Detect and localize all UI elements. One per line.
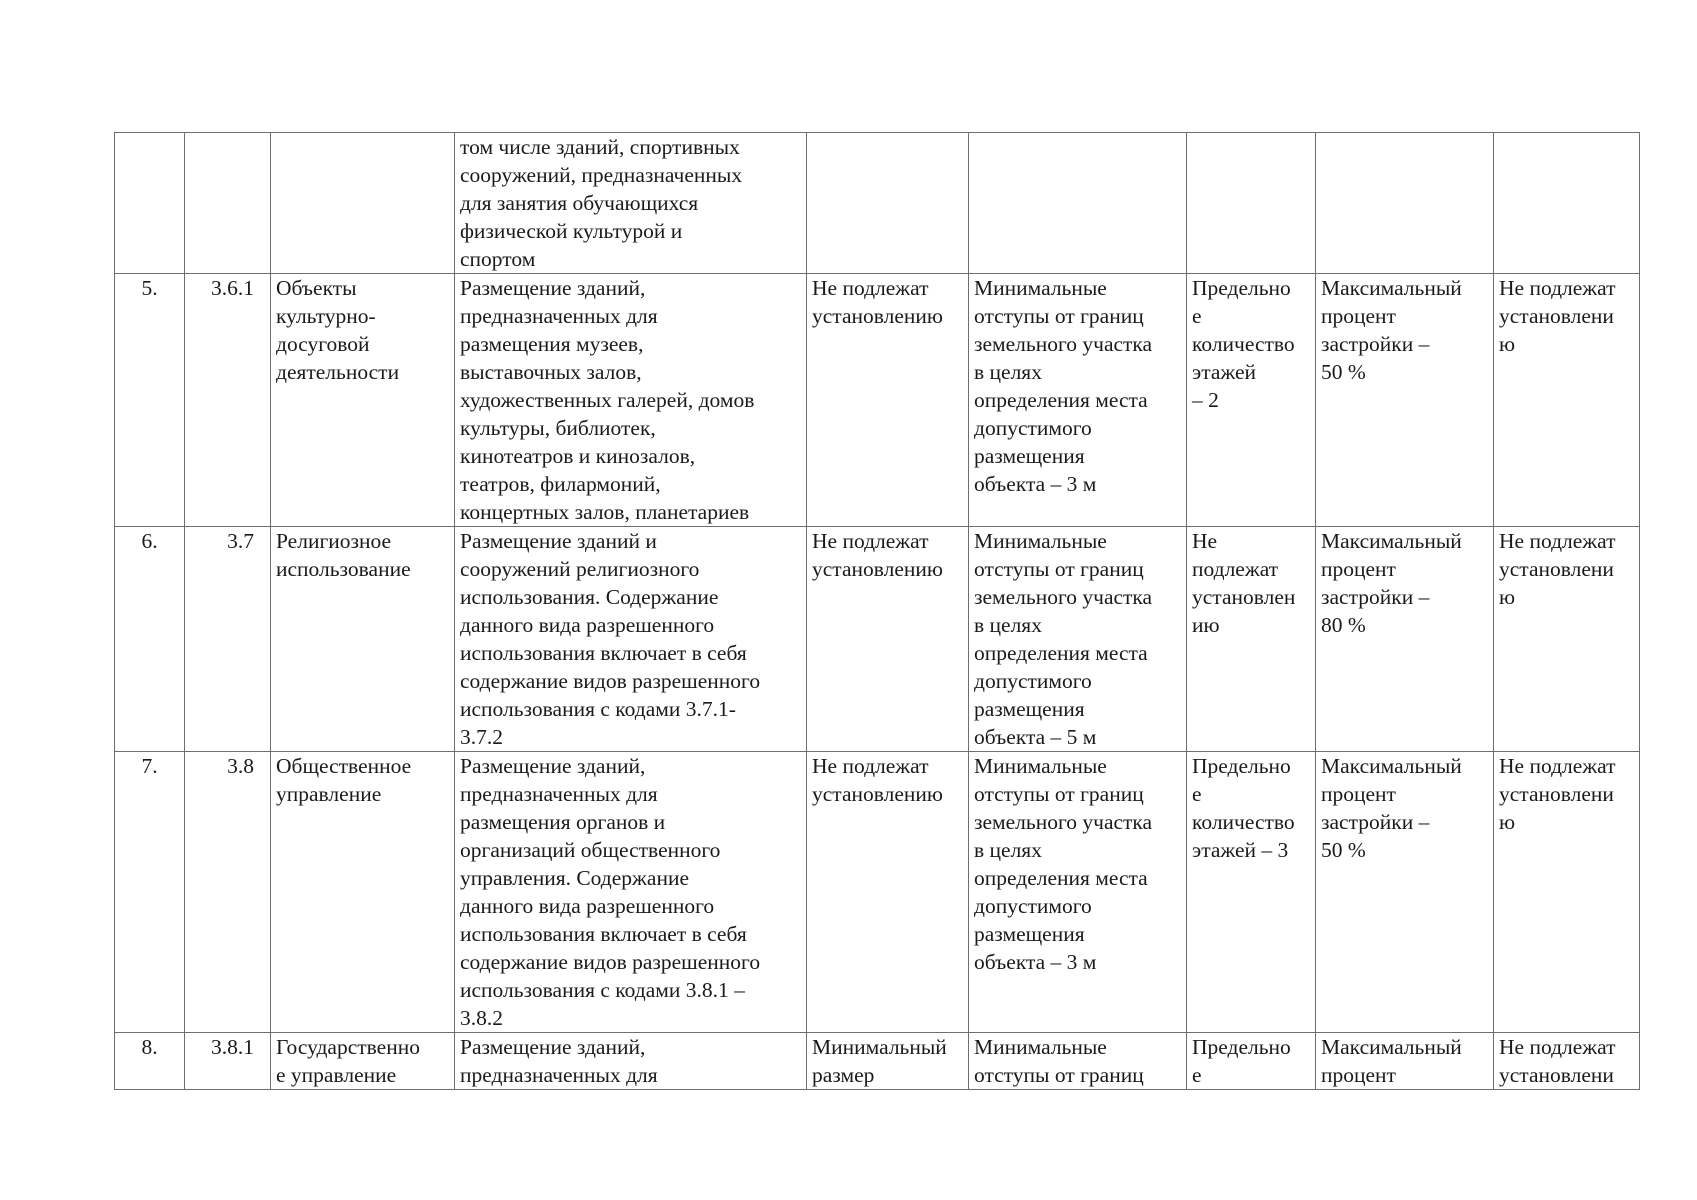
other-params-cell [1494, 752, 1640, 1033]
floors-text: Предельно е [1192, 1035, 1291, 1087]
zoning-regulations-table [114, 132, 1640, 1090]
setbacks-text: Минимальные отступы от границ земельного участка в целях определения места допустимого размещения объекта – 5 м [974, 529, 1153, 749]
plot-size-cell [807, 274, 969, 527]
code-cell [185, 133, 271, 274]
floors-text: Предельно е количество этажей – 2 [1192, 276, 1295, 412]
other-params-text: Не подлежат установлени [1499, 1035, 1616, 1087]
setbacks-text: Минимальные отступы от границ земельного участка в целях определения места допустимого размещения объекта – 3 м [974, 754, 1153, 974]
use-name: Государственно е управление [276, 1035, 420, 1087]
floors-cell [1187, 133, 1316, 274]
floors-text: Не подлежат установлен ию [1192, 529, 1296, 637]
coverage-cell [1316, 1033, 1494, 1090]
table-row [115, 527, 1640, 752]
plot-size-text: Минимальный размер [812, 1035, 947, 1087]
coverage-cell [1316, 274, 1494, 527]
setbacks-cell [969, 527, 1187, 752]
floors-text: Предельно е количество этажей – 3 [1192, 754, 1295, 862]
use-code: 3.7 [227, 529, 254, 553]
name-cell [271, 274, 455, 527]
other-params-text: Не подлежат установлени ю [1499, 529, 1616, 609]
table-row [115, 133, 1640, 274]
use-description: том числе зданий, спортивных сооружений, предназначенных для занятия обучающихся физической культурой и спортом [460, 135, 743, 271]
use-description: Размещение зданий, предназначенных для размещения музеев, выставочных залов, художественных галерей, домов культуры, библиотек, кинотеатров и кинозалов, театров, филармоний, концертных залов, планетариев [460, 276, 755, 524]
table-row [115, 1033, 1640, 1090]
use-description: Размещение зданий, предназначенных для [460, 1035, 658, 1087]
other-params-cell [1494, 1033, 1640, 1090]
plot-size-text: Не подлежат установлению [812, 529, 943, 581]
coverage-text: Максимальный процент застройки – 80 % [1321, 529, 1462, 637]
row-number-cell [115, 274, 185, 527]
coverage-cell [1316, 527, 1494, 752]
coverage-text: Максимальный процент застройки – 50 % [1321, 754, 1462, 862]
table-row [115, 752, 1640, 1033]
setbacks-cell [969, 752, 1187, 1033]
floors-cell [1187, 1033, 1316, 1090]
coverage-cell [1316, 133, 1494, 274]
other-params-text: Не подлежат установлени ю [1499, 276, 1616, 356]
plot-size-cell [807, 752, 969, 1033]
row-number-cell [115, 752, 185, 1033]
name-cell [271, 133, 455, 274]
row-number-cell [115, 1033, 185, 1090]
use-code: 3.8.1 [211, 1035, 254, 1059]
setbacks-cell [969, 1033, 1187, 1090]
other-params-text: Не подлежат установлени ю [1499, 754, 1616, 834]
name-cell [271, 1033, 455, 1090]
floors-cell [1187, 527, 1316, 752]
coverage-text: Максимальный процент застройки – 50 % [1321, 276, 1462, 384]
name-cell [271, 527, 455, 752]
row-number: 6. [141, 529, 158, 553]
description-cell [455, 1033, 807, 1090]
use-name: Объекты культурно- досуговой деятельности [276, 276, 400, 384]
use-code: 3.6.1 [211, 276, 254, 300]
row-number: 8. [141, 1035, 158, 1059]
row-number: 5. [141, 276, 158, 300]
use-description: Размещение зданий, предназначенных для размещения органов и организаций общественного управления. Содержание данного вида разрешенного использования включает в себя содержание видов разрешенного использования с кодами 3.8.1 – 3.8.2 [460, 754, 761, 1030]
use-name: Общественное управление [276, 754, 412, 806]
table-row [115, 274, 1640, 527]
setbacks-text: Минимальные отступы от границ земельного участка в целях определения места допустимого размещения объекта – 3 м [974, 276, 1153, 496]
description-cell [455, 133, 807, 274]
use-code: 3.8 [227, 754, 254, 778]
plot-size-cell [807, 133, 969, 274]
plot-size-text: Не подлежат установлению [812, 276, 943, 328]
name-cell [271, 752, 455, 1033]
description-cell [455, 274, 807, 527]
plot-size-cell [807, 527, 969, 752]
setbacks-cell [969, 133, 1187, 274]
use-name: Религиозное использование [276, 529, 411, 581]
row-number-cell [115, 527, 185, 752]
setbacks-text: Минимальные отступы от границ [974, 1035, 1144, 1087]
description-cell [455, 752, 807, 1033]
code-cell [185, 274, 271, 527]
floors-cell [1187, 752, 1316, 1033]
floors-cell [1187, 274, 1316, 527]
row-number-cell [115, 133, 185, 274]
plot-size-cell [807, 1033, 969, 1090]
other-params-cell [1494, 274, 1640, 527]
other-params-cell [1494, 133, 1640, 274]
plot-size-text: Не подлежат установлению [812, 754, 943, 806]
description-cell [455, 527, 807, 752]
code-cell [185, 1033, 271, 1090]
coverage-text: Максимальный процент [1321, 1035, 1462, 1087]
row-number: 7. [141, 754, 158, 778]
code-cell [185, 752, 271, 1033]
other-params-cell [1494, 527, 1640, 752]
use-description: Размещение зданий и сооружений религиозного использования. Содержание данного вида разрешенного использования включает в себя содержание видов разрешенного использования с кодами 3.7.1- 3.7.2 [460, 529, 761, 749]
code-cell [185, 527, 271, 752]
setbacks-cell [969, 274, 1187, 527]
coverage-cell [1316, 752, 1494, 1033]
